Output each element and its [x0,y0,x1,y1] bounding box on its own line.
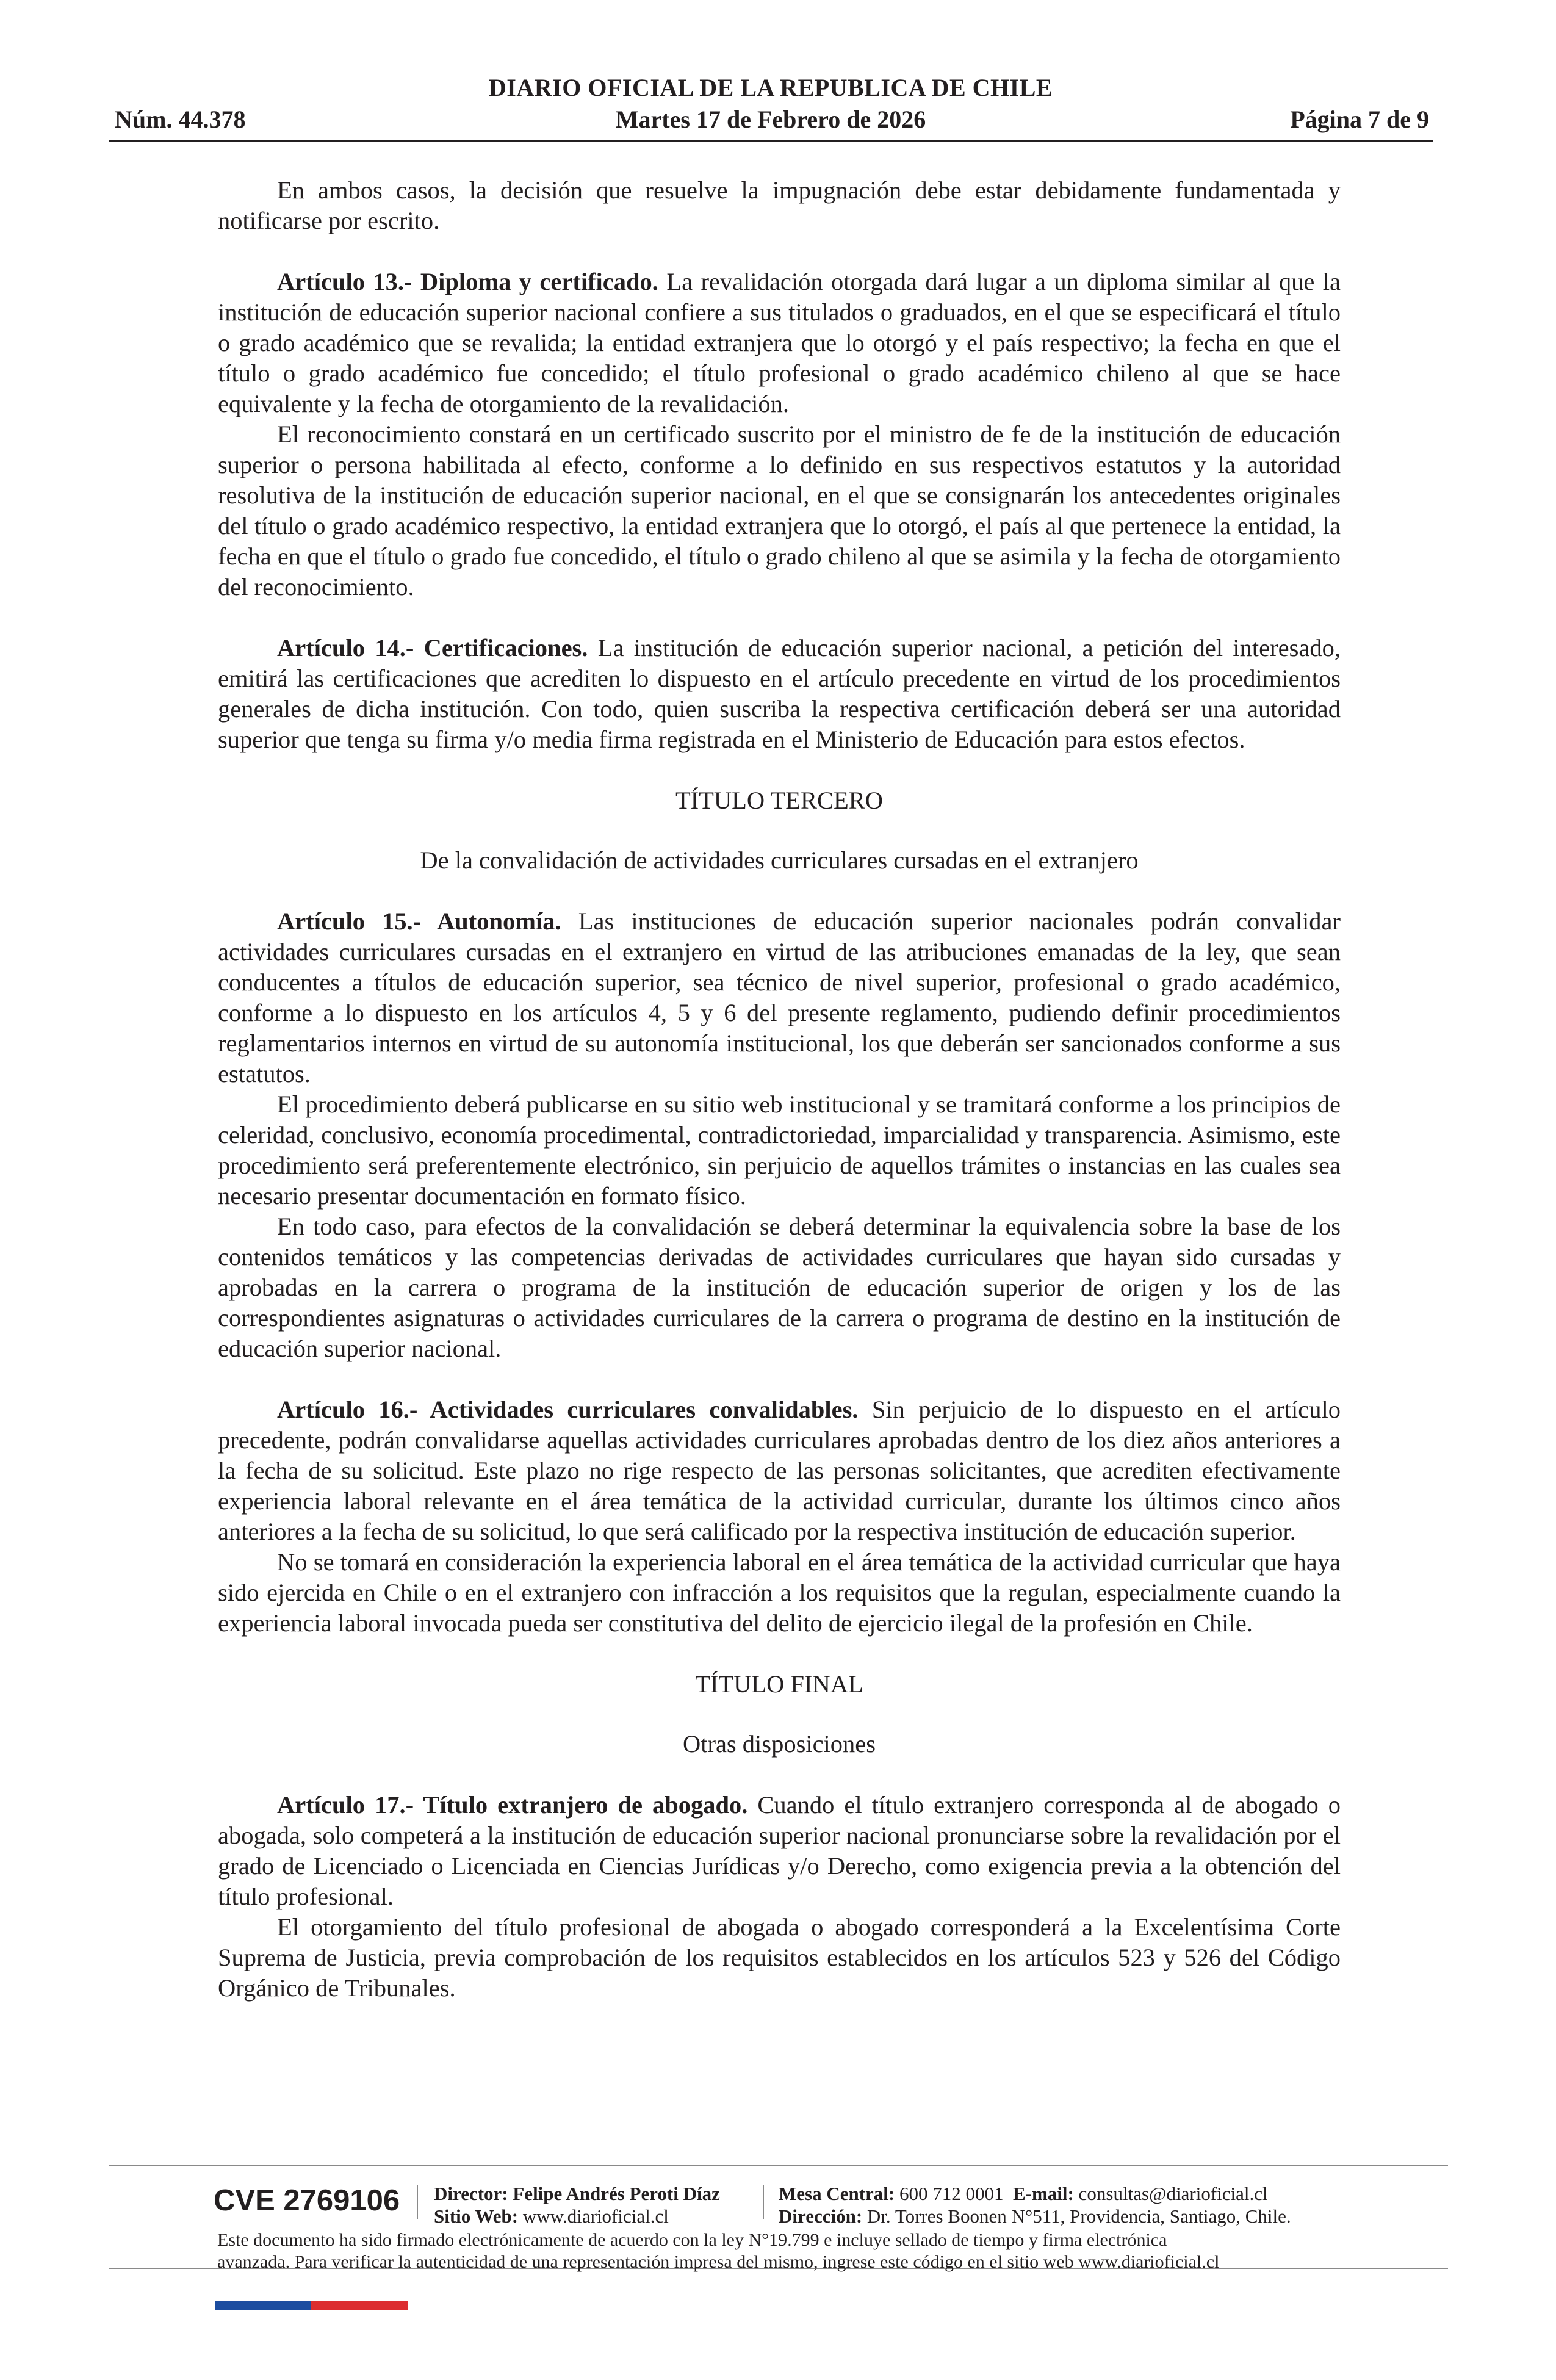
article-13-title: Artículo 13.- Diploma y certificado. [277,268,658,295]
flag-red-stripe [311,2301,408,2310]
article-14-text: La institución de educación superior nacional, a petición del interesado, emitirá las certificaciones que acrediten lo dispuesto en el artículo precedente en virtud de los procedimientos generales de dicha institución. Con todo, quien suscriba la respectiva certificación deberá ser una autoridad superior que tenga su firma y/o media firma registrada en el Ministerio de Educación para estos efectos. [218,634,1341,753]
mesa-label: Mesa Central: [779,2183,895,2204]
article-17-paragraph-2: El otorgamiento del título profesional de abogada o abogado corresponderá a la Excelentísima Corte Suprema de Justicia, previa comprobación de los requisitos establecidos en los artículos 523 y 526 del Código Orgánico de Tribunales. [218,1913,1341,2002]
mesa-phone: 600 712 0001 [899,2183,1004,2204]
titulo-tercero-heading: TÍTULO TERCERO [675,787,884,814]
article-13-paragraph-2: El reconocimiento constará en un certificado suscrito por el ministro de fe de la institución de educación superior o persona habilitada al efecto, conforme a lo definido en sus respectivos estatutos y la autoridad resolutiva de la institución de educación superior nacional, en el que se consignarán los antecedentes originales del título o grado académico respectivo, la entidad extranjera que lo otorgó, el país al que pertenece la entidad, la fecha en que el título o grado fue concedido, el título o grado chileno al que se asimila y la fecha de otorgamiento del reconocimiento. [218,420,1341,600]
email-link[interactable]: consultas@diarioficial.cl [1078,2183,1268,2204]
contact-line [779,2182,1291,2205]
article-14-title: Artículo 14.- Certificaciones. [277,634,588,662]
paragraph-impugnacion: En ambos casos, la decisión que resuelve la impugnación debe estar debidamente fundamentada y notificarse por escrito. [218,176,1341,234]
header-rule [109,140,1433,142]
journal-title: DIARIO OFICIAL DE LA REPUBLICA DE CHILE [488,74,1053,101]
titulo-final-heading: TÍTULO FINAL [695,1670,863,1698]
article-17-title: Artículo 17.- Título extranjero de abogado. [277,1791,748,1819]
director-name: Felipe Andrés Peroti Díaz [513,2183,720,2204]
legal-notice [217,2229,1219,2273]
page-footer [109,2165,1448,2312]
article-15 [218,906,1341,1089]
issue-date: Martes 17 de Febrero de 2026 [615,106,926,133]
legal-notice-line-1: Este documento ha sido firmado electrónicamente de acuerdo con la ley N°19.799 e incluye sellado de tiempo y firma electrónica [217,2230,1167,2250]
document-body [218,175,1341,2003]
article-17-text: Cuando el título extranjero corresponda al de abogado o abogada, solo competerá a la institución de educación superior nacional pronunciarse sobre la revalidación por el grado de Licenciado o Licenciada en Ciencias Jurídicas y/o Derecho, como exigencia previa a la obtención del título profesional. [218,1791,1341,1910]
footer-rule-top [109,2165,1448,2166]
article-15-text: Las instituciones de educación superior nacionales podrán convalidar actividades curriculares cursadas en el extranjero en virtud de las atribuciones emanadas de la ley, que sean conducentes a títulos de educación superior, sea técnico de nivel superior, profesional o grado académico, conforme a lo dispuesto en los artículos 4, 5 y 6 del presente reglamento, pudiendo definir procedimientos reglamentarios internos en virtud de su autonomía institucional, los que deberán ser sancionados conforme a sus estatutos. [218,907,1341,1087]
article-16-text: Sin perjuicio de lo dispuesto en el artículo precedente, podrán convalidarse aquellas actividades curriculares aprobadas dentro de los diez años anteriores a la fecha de su solicitud. Este plazo no rige respecto de las personas solicitantes, que acrediten efectivamente experiencia laboral relevante en el área temática de la actividad curricular, durante los últimos cinco años anteriores a la fecha de su solicitud, lo que será calificado por la respectiva institución de educación superior. [218,1396,1341,1545]
article-16-title: Artículo 16.- Actividades curriculares convalidables. [277,1396,859,1423]
article-17 [218,1790,1341,1912]
cve-code: CVE 2769106 [214,2184,400,2217]
article-15-title: Artículo 15.- Autonomía. [277,907,561,935]
address-line [779,2205,1291,2227]
article-15-paragraph-2: El procedimiento deberá publicarse en su sitio web institucional y se tramitará conforme a los principios de celeridad, conclusivo, economía procedimental, contradictoriedad, imparcialidad y transparencia. Asimismo, este procedimiento será preferentemente electrónico, sin perjuicio de aquellos trámites o instancias en las cuales sea necesario presentar documentación en formato físico. [218,1091,1341,1210]
director-label: Director: [434,2183,508,2204]
article-13 [218,267,1341,419]
website-label: Sitio Web: [434,2205,519,2227]
article-14 [218,633,1341,755]
address-value: Dr. Torres Boonen N°511, Providencia, Santiago, Chile. [866,2205,1291,2227]
email-label: E-mail: [1013,2183,1074,2204]
director-line [434,2182,720,2205]
flag-blue-stripe [215,2301,311,2310]
article-16-paragraph-2: No se tomará en consideración la experiencia laboral en el área temática de la actividad curricular que haya sido ejercida en Chile o en el extranjero con infracción a los requisitos que la regulan, especialmente cuando la experiencia laboral invocada pueda ser constitutiva del delito de ejercicio ilegal de la profesión en Chile. [218,1548,1341,1637]
titulo-final-subheading: Otras disposiciones [682,1730,876,1758]
issue-number: Núm. 44.378 [115,106,246,133]
page-number: Página 7 de 9 [1290,106,1429,133]
website-line [434,2205,720,2227]
legal-notice-line-2: avanzada. Para verificar la autenticidad de una representación impresa del mismo, ingrese este código en el sitio web www.diarioficial.cl [217,2252,1220,2272]
contact-block [779,2182,1291,2227]
director-block [434,2182,720,2227]
footer-separator [763,2185,764,2219]
titulo-tercero-subheading: De la convalidación de actividades curriculares cursadas en el extranjero [420,846,1139,874]
article-13-text: La revalidación otorgada dará lugar a un diploma similar al que la institución de educación superior nacional confiere a sus titulados o graduados, en el que se especificará el título o grado académico que se revalida; la entidad extranjera que lo otorgó y el país respectivo; la fecha en que el título o grado académico fue concedido; el título profesional o grado académico chileno al que se hace equivalente y la fecha de otorgamiento de la revalidación. [218,268,1341,417]
footer-separator [417,2185,418,2219]
flag-color-bar [215,2301,408,2310]
website-link[interactable]: www.diarioficial.cl [522,2205,669,2227]
article-16 [218,1394,1341,1547]
page-header [109,73,1433,145]
article-15-paragraph-3: En todo caso, para efectos de la convalidación se deberá determinar la equivalencia sobre la base de los contenidos temáticos y las competencias derivadas de actividades curriculares que hayan sido cursadas y aprobadas en la carrera o programa de la institución de educación superior de origen y los de las correspondientes asignaturas o actividades curriculares de la carrera o programa de destino en la institución de educación superior nacional. [218,1213,1341,1362]
address-label: Dirección: [779,2205,863,2227]
